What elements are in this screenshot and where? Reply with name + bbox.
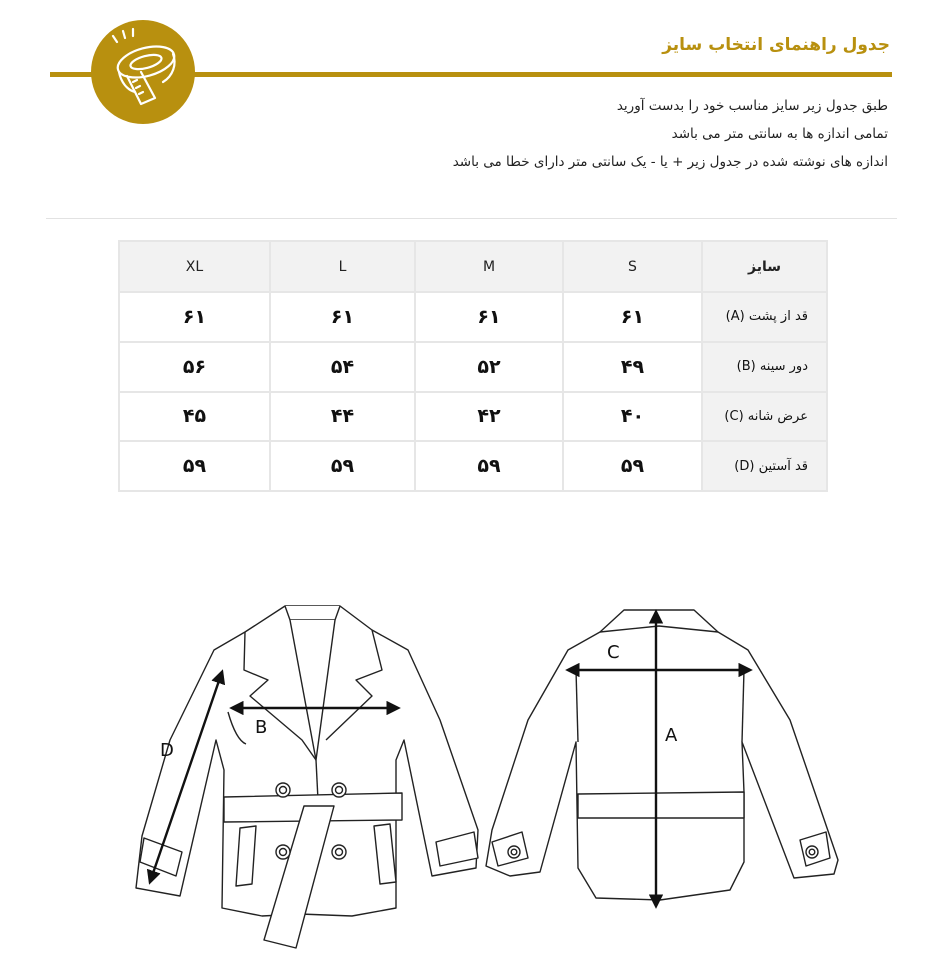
intro-line: طبق جدول زیر سایز مناسب خود را بدست آورید [616,98,888,114]
size-header-l: L [270,241,415,292]
intro-line: تمامی اندازه ها به سانتی متر می باشد [671,126,888,142]
table-cell: ۴۴ [270,392,415,442]
intro-line: اندازه های نوشته شده در جدول زیر + یا - یک سانتی متر دارای خطا می باشد [452,154,888,170]
label-c: C [607,642,620,663]
table-cell: ۶۱ [415,292,563,342]
size-header-m: M [415,241,563,292]
row-label: عرض شانه (C) [702,392,827,442]
page-title: جدول راهنمای انتخاب سایز [662,35,890,55]
table-row [119,342,827,392]
table-cell: ۵۴ [270,342,415,392]
label-a: A [665,725,678,746]
table-cell: ۵۶ [119,342,270,392]
table-cell: ۶۱ [119,292,270,342]
table-cell: ۶۱ [270,292,415,342]
label-b: B [255,717,268,738]
table-cell: ۴۵ [119,392,270,442]
table-cell: ۵۹ [119,441,270,491]
measuring-tape-icon [91,20,195,124]
table-row [119,392,827,442]
table-cell: ۵۹ [415,441,563,491]
table-row [119,441,827,491]
size-table [118,240,828,492]
table-header-row [119,241,827,292]
table-cell: ۶۱ [563,292,702,342]
size-header-xl: XL [119,241,270,292]
size-header-s: S [563,241,702,292]
table-cell: ۴۹ [563,342,702,392]
jacket-front-drawing [136,606,478,948]
row-label: قد از پشت (A) [702,292,827,342]
jacket-measurement-diagram [0,590,942,965]
table-cell: ۴۲ [415,392,563,442]
measuring-tape-badge [91,20,195,124]
row-label: دور سینه (B) [702,342,827,392]
table-row [119,292,827,342]
section-divider [46,218,897,219]
table-cell: ۴۰ [563,392,702,442]
row-label: قد آستین (D) [702,441,827,491]
intro-text [453,92,888,176]
size-header-label: سایز [702,241,827,292]
table-cell: ۵۹ [563,441,702,491]
jacket-back-drawing [486,610,838,900]
table-cell: ۵۲ [415,342,563,392]
label-d: D [160,740,174,761]
table-cell: ۵۹ [270,441,415,491]
